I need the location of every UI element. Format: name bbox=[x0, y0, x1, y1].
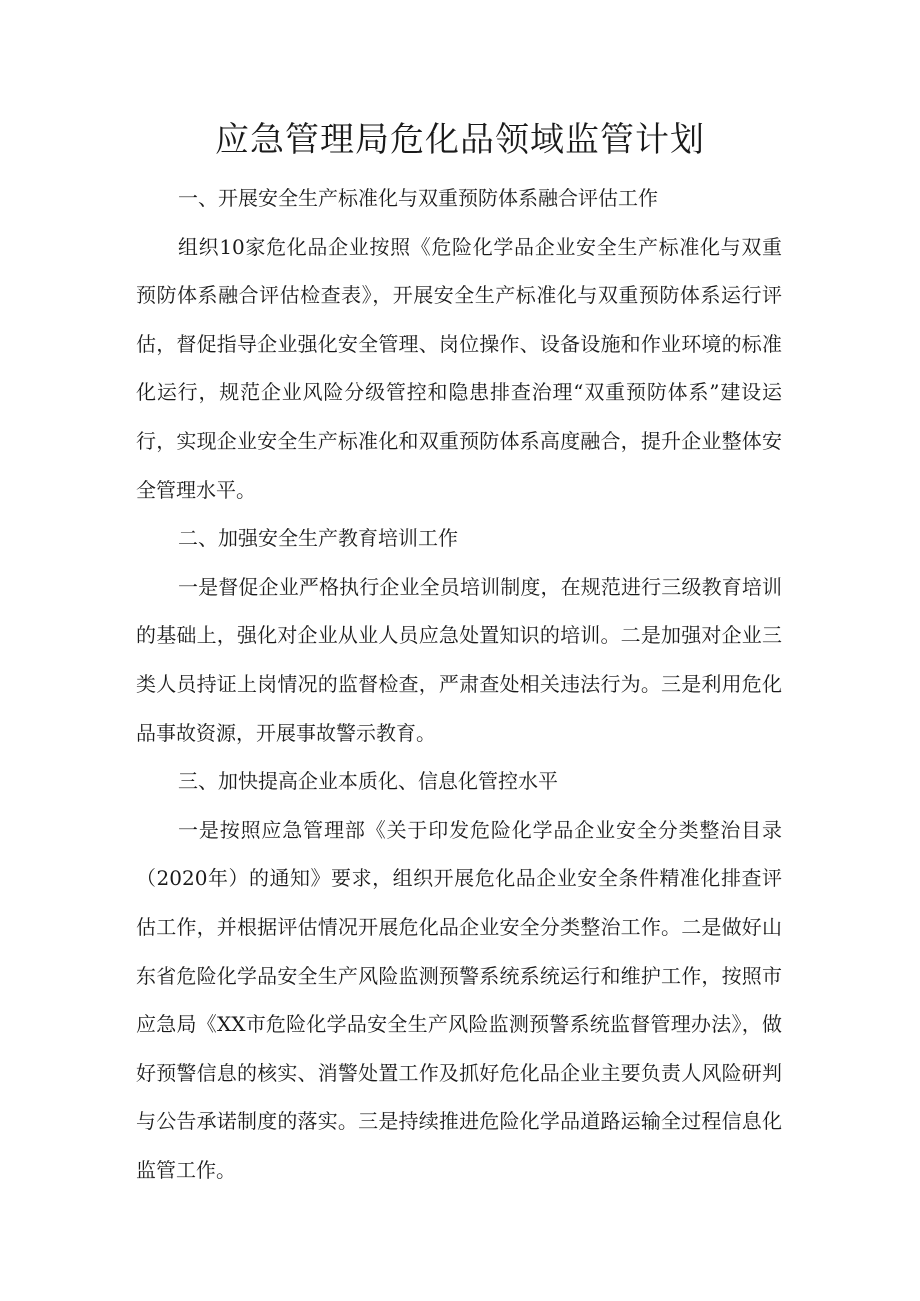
section-heading-3: 三、加快提高企业本质化、信息化管控水平 bbox=[178, 769, 558, 794]
section-paragraph-1: 组织10家危化品企业按照《危险化学品企业安全生产标准化与双重预防体系融合评估检查表》，开展安全生产标准化与双重预防体系运行评估，督促指导企业强化安全管理、岗位操作、设备设施和作业环境的标准化运行，规范企业风险分级管控和隐患排查治理“双重预防体系”建设运行，实现企业安全生产标准化和双重预防体系高度融合，提升企业整体安全管理水平。 bbox=[136, 234, 782, 502]
section-paragraph-2: 一是督促企业严格执行企业全员培训制度，在规范进行三级教育培训的基础上，强化对企业从业人员应急处置知识的培训。二是加强对企业三类人员持证上岗情况的监督检查，严肃查处相关违法行为。三是利用危化品事故资源，开展事故警示教育。 bbox=[136, 574, 782, 745]
document-body bbox=[136, 174, 782, 1194]
section-heading-2: 二、加强安全生产教育培训工作 bbox=[178, 526, 458, 551]
document-title: 应急管理局危化品领域监管计划 bbox=[215, 120, 705, 160]
section-heading-1: 一、开展安全生产标准化与双重预防体系融合评估工作 bbox=[178, 186, 658, 210]
section-paragraph-3: 一是按照应急管理部《关于印发危险化学品企业安全分类整治目录（2020年）的通知》要求，组织开展危化品企业安全条件精准化排查评估工作，并根据评估情况开展危化品企业安全分类整治工作。二是做好山东省危险化学品安全生产风险监测预警系统系统运行和维护工作，按照市应急局《XX市危险化学品安全生产风险监测预警系统监督管理办法》，做好预警信息的核实、消警处置工作及抓好危化品企业主要负责人风险研判与公告承诺制度的落实。三是持续推进危险化学品道路运输全过程信息化监管工作。 bbox=[136, 817, 782, 1182]
